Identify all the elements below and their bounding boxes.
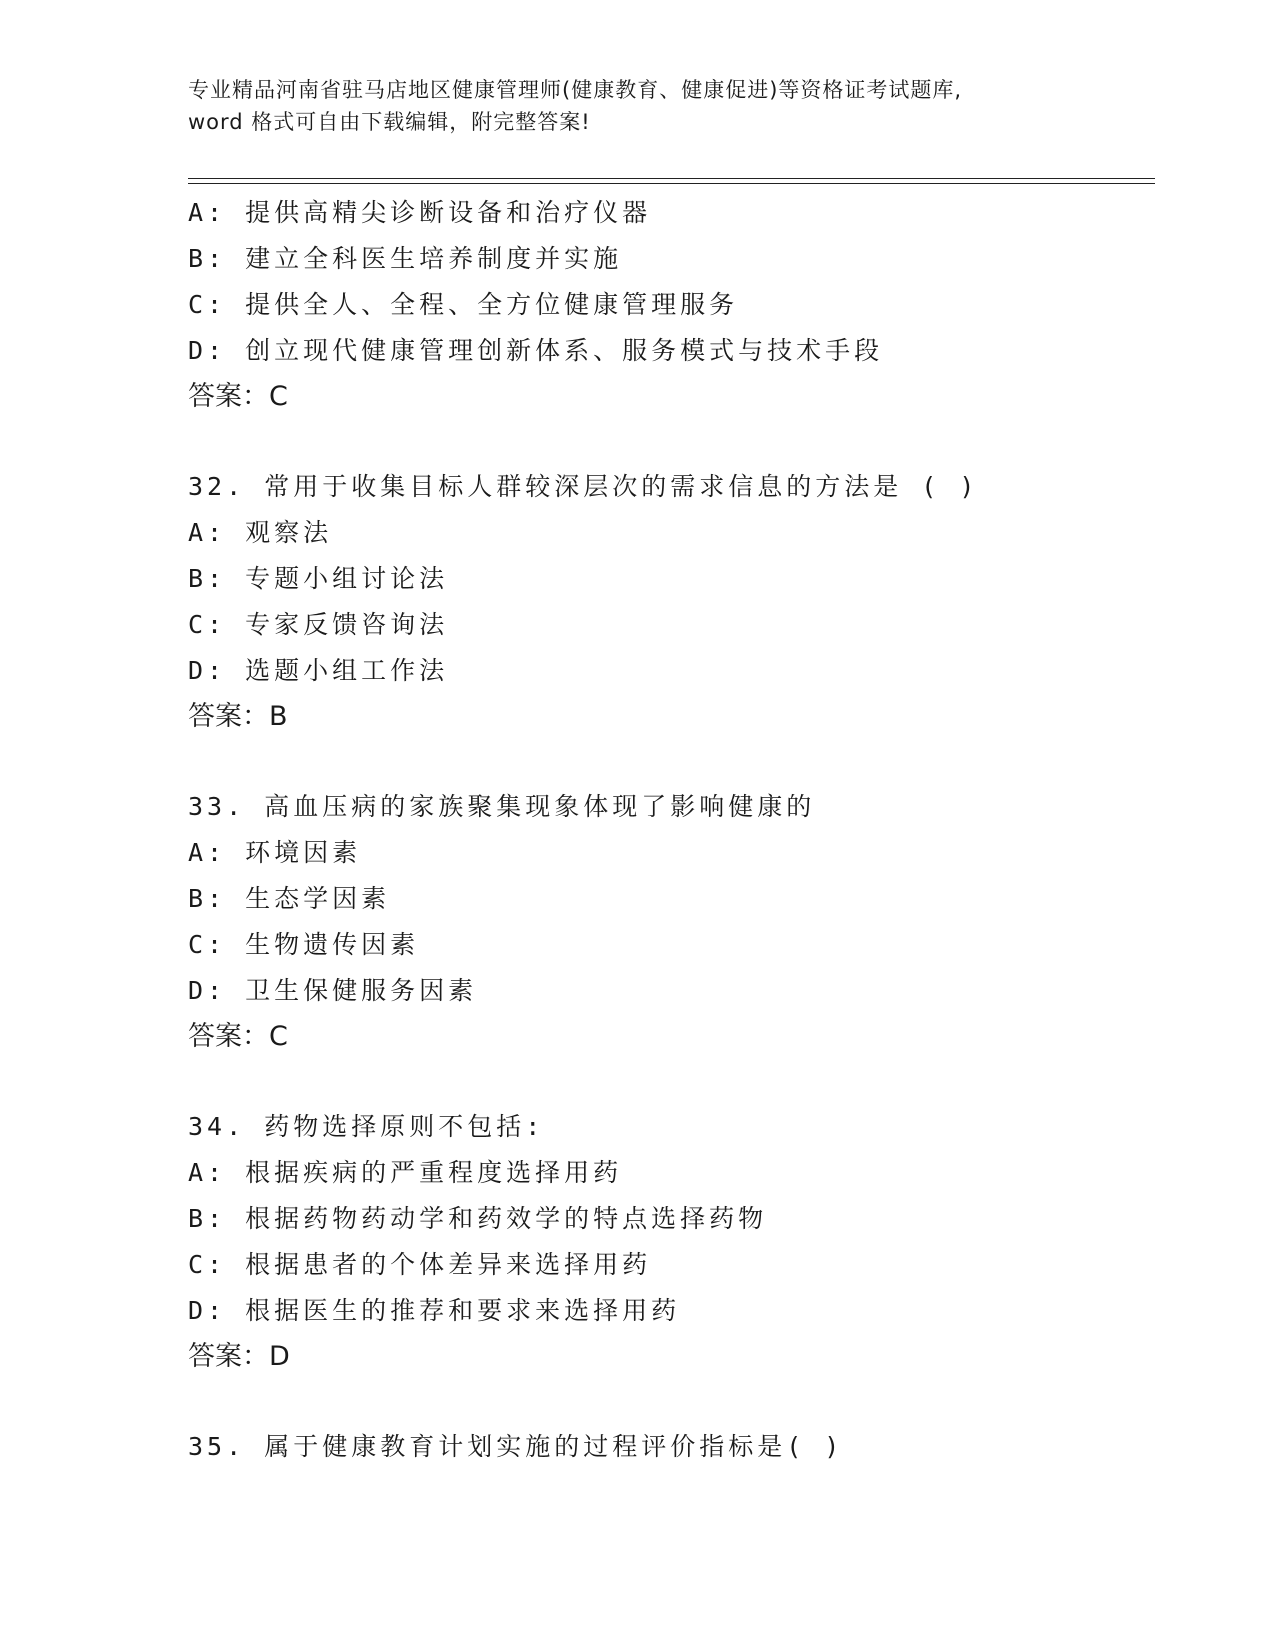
question-32 [188, 464, 1155, 740]
option-b: B: 生态学因素 [188, 884, 391, 913]
option-d: D: 选题小组工作法 [188, 656, 449, 685]
option-c: C: 生物遗传因素 [188, 930, 420, 959]
header-line-2: word 格式可自由下载编辑，附完整答案! [188, 110, 591, 134]
header-divider-bottom [188, 183, 1155, 184]
question-text: 33. 高血压病的家族聚集现象体现了影响健康的 [188, 792, 816, 821]
question-33 [188, 784, 1155, 1060]
answer-label: 答案：B [188, 701, 288, 732]
spacer [188, 1060, 1155, 1104]
option-c: C: 专家反馈咨询法 [188, 610, 449, 639]
option-a: A: 观察法 [188, 518, 333, 547]
answer-label: 答案：C [188, 381, 288, 412]
question-text: 32. 常用于收集目标人群较深层次的需求信息的方法是 ( ) [188, 472, 979, 501]
question-34 [188, 1104, 1155, 1380]
option-b: B: 根据药物药动学和药效学的特点选择药物 [188, 1204, 768, 1233]
option-b: B: 专题小组讨论法 [188, 564, 449, 593]
header-divider-top [188, 178, 1155, 179]
option-d: D: 根据医生的推荐和要求来选择用药 [188, 1296, 681, 1325]
question-text: 35. 属于健康教育计划实施的过程评价指标是( ) [188, 1432, 844, 1461]
spacer [188, 1380, 1155, 1424]
option-c: C: 提供全人、全程、全方位健康管理服务 [188, 290, 739, 319]
option-d: D: 卫生保健服务因素 [188, 976, 478, 1005]
option-a: A: 环境因素 [188, 838, 362, 867]
document-header [188, 74, 1088, 138]
question-35 [188, 1424, 1155, 1470]
question-31 [188, 190, 1155, 420]
option-a: A: 提供高精尖诊断设备和治疗仪器 [188, 198, 652, 227]
answer-label: 答案：D [188, 1341, 290, 1372]
header-line-1: 专业精品河南省驻马店地区健康管理师(健康教育、健康促进)等资格证考试题库, [188, 78, 963, 102]
option-b: B: 建立全科医生培养制度并实施 [188, 244, 623, 273]
question-text: 34. 药物选择原则不包括: [188, 1112, 545, 1141]
option-c: C: 根据患者的个体差异来选择用药 [188, 1250, 652, 1279]
spacer [188, 420, 1155, 464]
answer-label: 答案：C [188, 1021, 288, 1052]
question-list [188, 190, 1155, 1470]
option-d: D: 创立现代健康管理创新体系、服务模式与技术手段 [188, 336, 884, 365]
option-a: A: 根据疾病的严重程度选择用药 [188, 1158, 623, 1187]
spacer [188, 740, 1155, 784]
